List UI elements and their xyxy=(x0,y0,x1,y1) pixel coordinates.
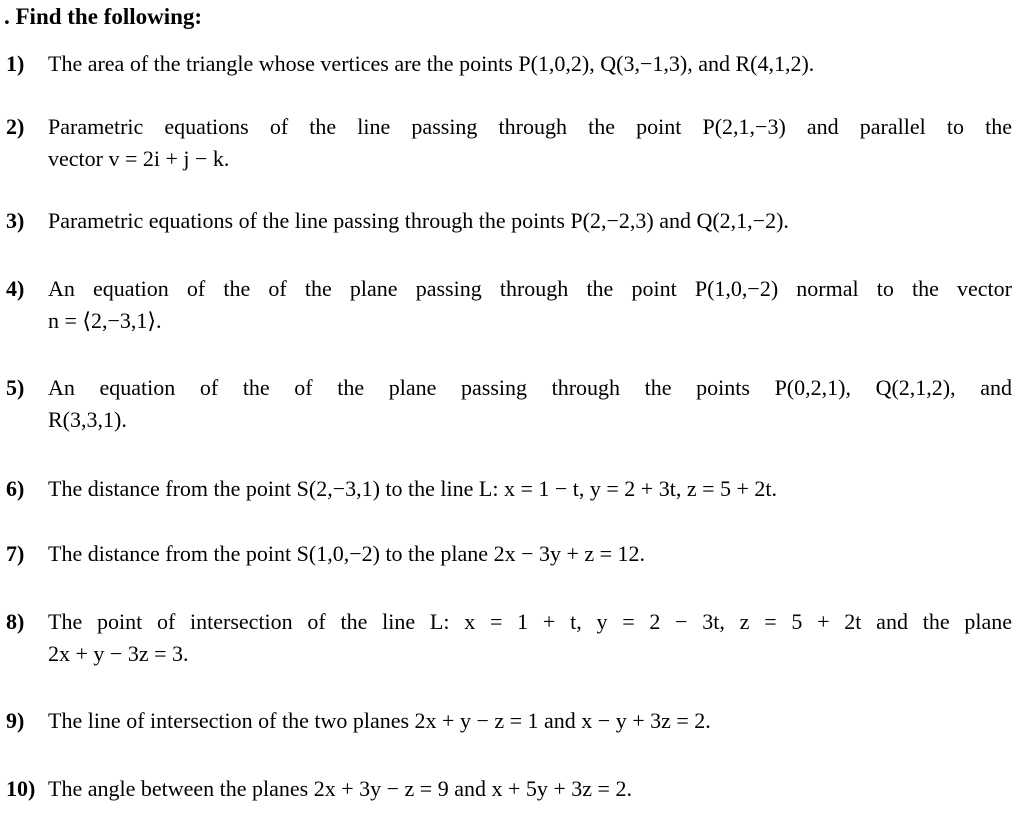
problem-4 xyxy=(6,273,1012,337)
problem-text xyxy=(48,606,1012,670)
problem-line: The point of intersection of the line L: x = 1 + t, y = 2 − 3t, z = 5 + 2t and the plane xyxy=(48,609,1012,634)
problem-line: The line of intersection of the two planes 2x + y − z = 1 and x − y + 3z = 2. xyxy=(48,708,711,733)
problem-number: 6) xyxy=(6,476,25,501)
problem-text xyxy=(48,111,1012,175)
problem-text xyxy=(48,773,1012,805)
problem-line: The distance from the point S(1,0,−2) to the plane 2x − 3y + z = 12. xyxy=(48,541,646,566)
problem-8 xyxy=(6,606,1012,670)
problem-1 xyxy=(6,48,1012,80)
problem-6 xyxy=(6,473,1012,505)
problem-number: 2) xyxy=(6,114,25,139)
problem-9 xyxy=(6,705,1012,737)
problem-line: Parametric equations of the line passing through the point P(2,1,−3) and parallel to the xyxy=(48,114,1012,139)
problem-number: 4) xyxy=(6,276,25,301)
problem-number: 5) xyxy=(6,375,25,400)
problem-text xyxy=(48,273,1012,337)
problem-text xyxy=(48,205,1012,237)
problem-line: An equation of the of the plane passing through the point P(1,0,−2) normal to the vector xyxy=(48,276,1012,301)
problem-5 xyxy=(6,372,1012,436)
problem-text xyxy=(48,372,1012,436)
problem-number: 8) xyxy=(6,609,25,634)
problem-10 xyxy=(6,773,1012,805)
problem-line: An equation of the of the plane passing through the points P(0,2,1), Q(2,1,2), and xyxy=(48,375,1012,400)
problem-number: 7) xyxy=(6,541,25,566)
problem-line: 2x + y − 3z = 3. xyxy=(48,641,189,666)
problem-line: The distance from the point S(2,−3,1) to the line L: x = 1 − t, y = 2 + 3t, z = 5 + 2t. xyxy=(48,476,778,501)
problem-number: 3) xyxy=(6,208,25,233)
problem-number: 9) xyxy=(6,708,25,733)
problem-text xyxy=(48,705,1012,737)
problem-3 xyxy=(6,205,1012,237)
problem-text xyxy=(48,538,1012,570)
problem-line: The area of the triangle whose vertices are the points P(1,0,2), Q(3,−1,3), and R(4,1,2). xyxy=(48,51,815,76)
problem-line: n = ⟨2,−3,1⟩. xyxy=(48,308,162,333)
problem-number: 10) xyxy=(6,776,36,801)
problem-line: vector v = 2i + j − k. xyxy=(48,146,230,171)
problem-text xyxy=(48,473,1012,505)
section-heading: . Find the following: xyxy=(4,4,203,29)
problem-number: 1) xyxy=(6,51,25,76)
problem-line: Parametric equations of the line passing through the points P(2,−2,3) and Q(2,1,−2). xyxy=(48,208,789,233)
problem-line: R(3,3,1). xyxy=(48,407,127,432)
problem-2 xyxy=(6,111,1012,175)
problem-7 xyxy=(6,538,1012,570)
problem-line: The angle between the planes 2x + 3y − z = 9 and x + 5y + 3z = 2. xyxy=(48,776,632,801)
problem-text xyxy=(48,48,1012,80)
